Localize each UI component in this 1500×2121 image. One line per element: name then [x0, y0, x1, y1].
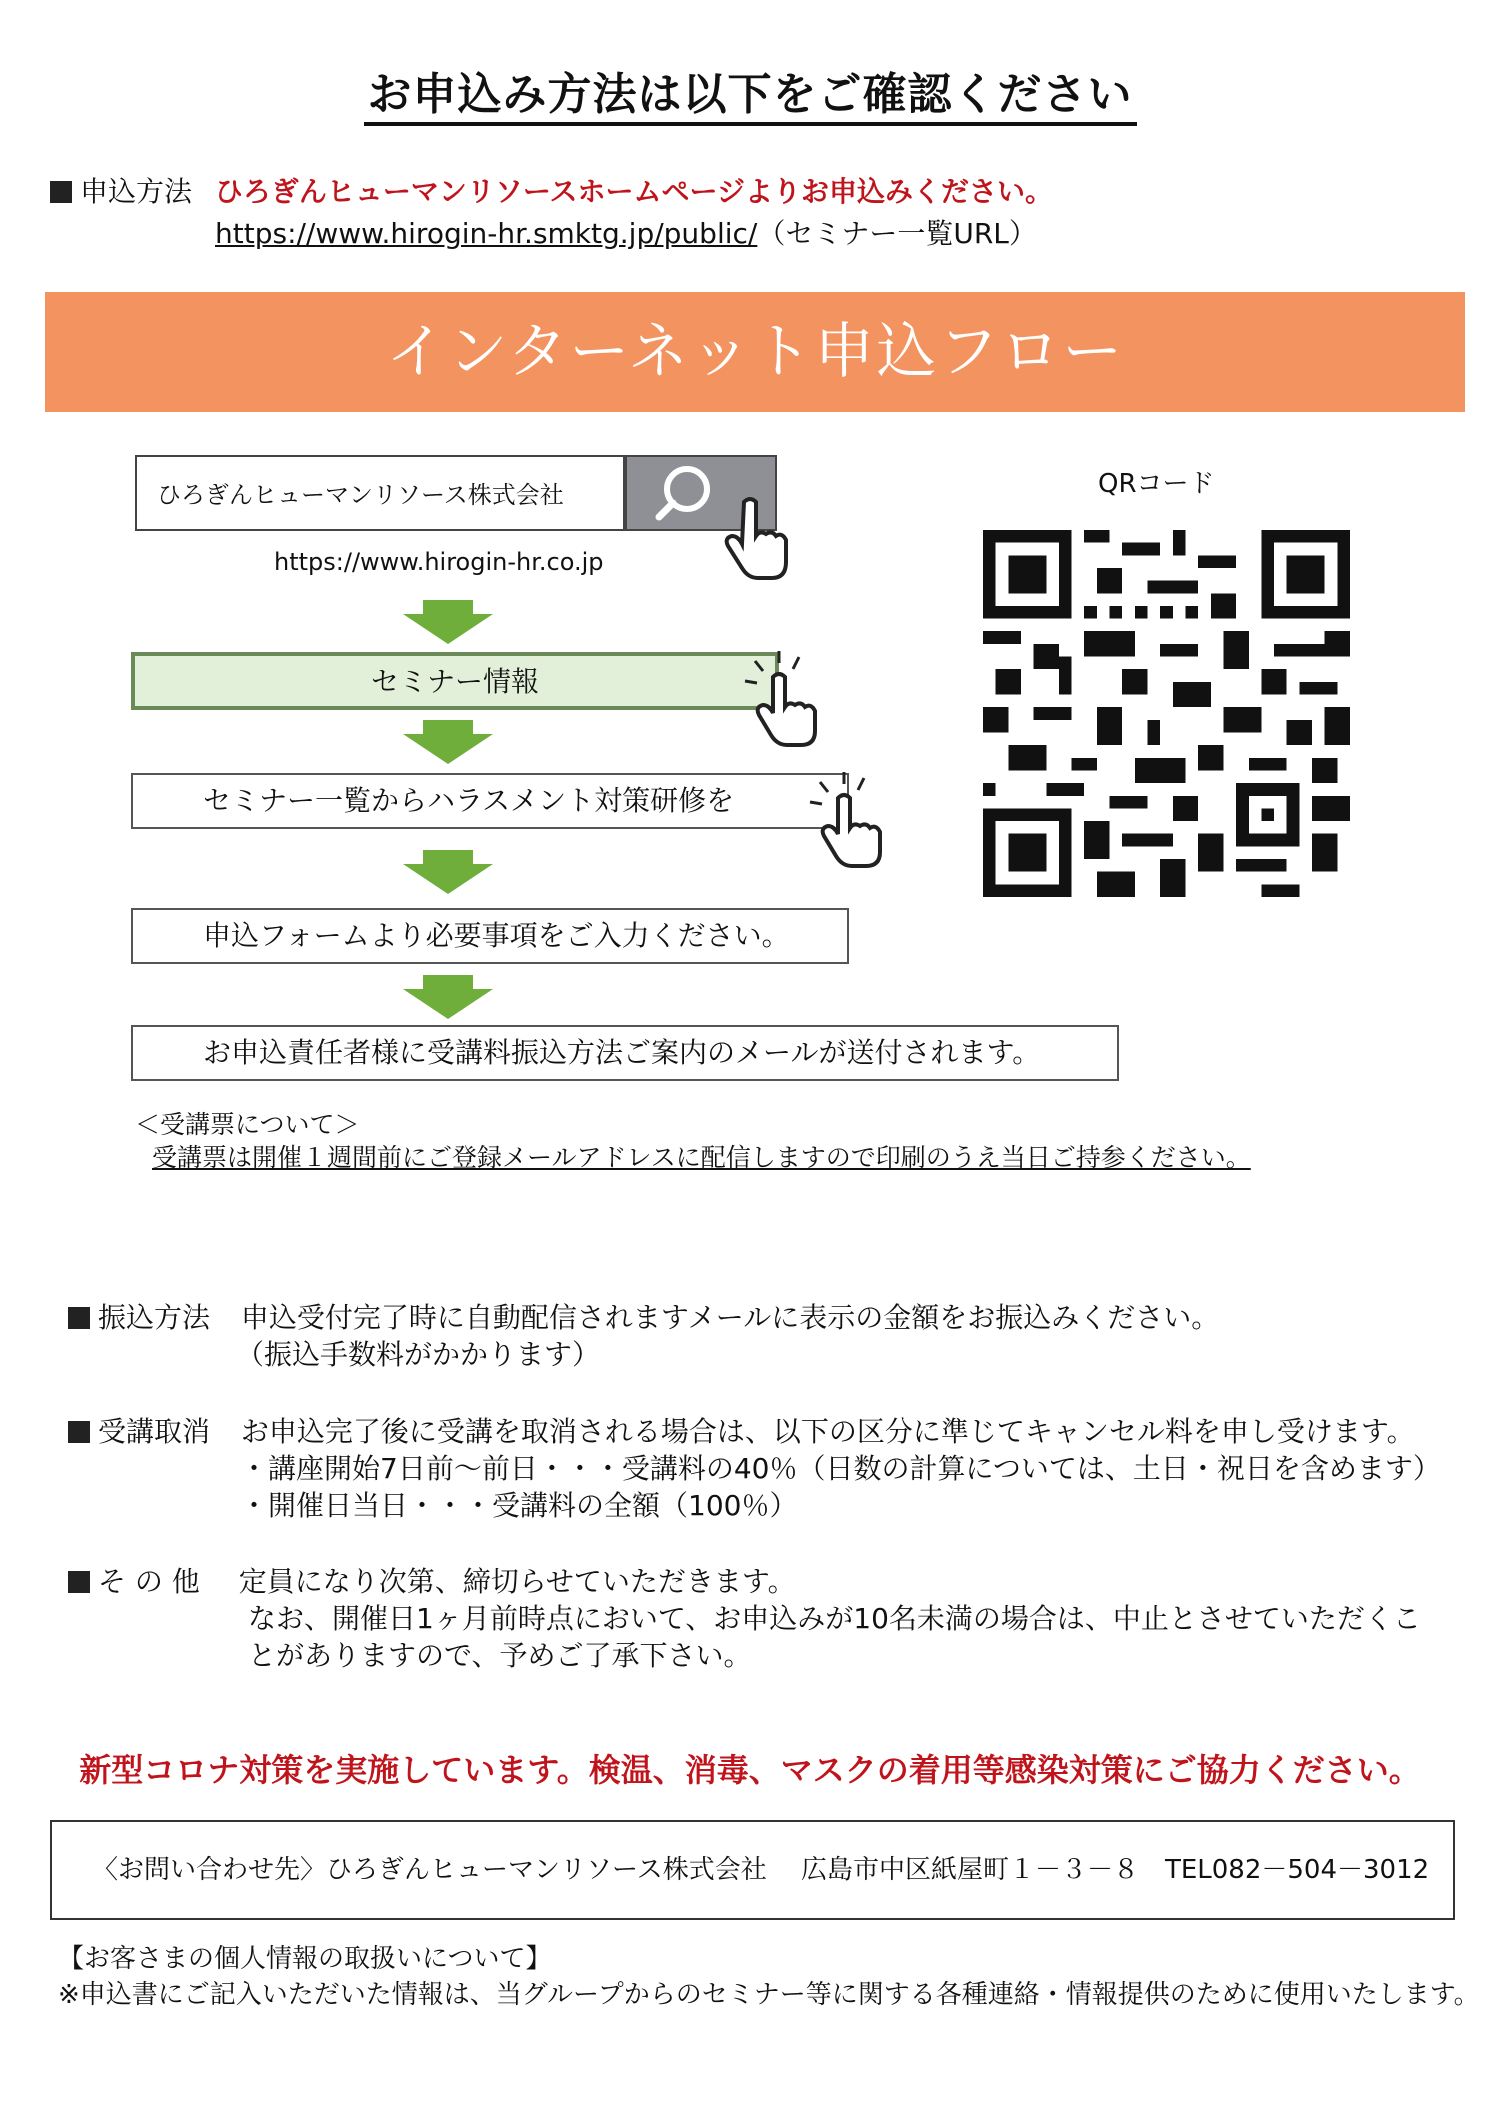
step-fill-form[interactable]: 申込フォームより必要事項をご入力ください。 — [131, 908, 849, 964]
other-cancel-note-cont: とがありますので、予めご了承下さい。 — [248, 1639, 752, 1672]
contact-box: 〈お問い合わせ先〉ひろぎんヒューマンリソース株式会社 広島市中区紙屋町１－３－８ TEL082－504－3012 — [50, 1820, 1455, 1920]
seminar-list-note: （セミナー一覧URL） — [757, 217, 1037, 250]
down-arrow-icon — [403, 850, 493, 894]
covid-notice: 新型コロナ対策を実施しています。検温、消毒、マスクの着用等感染対策にご協力ください。 — [79, 1751, 1421, 1789]
payment-row — [68, 1296, 1219, 1336]
bullet-square-icon — [68, 1307, 90, 1329]
tap-hand-icon — [735, 647, 827, 747]
other-label: そ の 他 — [98, 1565, 200, 1598]
hand-pointer-icon — [722, 492, 802, 582]
down-arrow-icon — [403, 720, 493, 764]
page-title: お申込み方法は以下をご確認ください — [0, 58, 1500, 122]
privacy-text: ※申込書にご記入いただいた情報は、当グループからのセミナー等に関する各種連絡・情報提供のために使用いたします。 — [58, 1980, 1480, 2010]
cancel-fee-7days: ・講座開始7日前～前日・・・受講料の40％（日数の計算については、土日・祝日を含めます） — [240, 1452, 1441, 1485]
qr-code[interactable] — [983, 530, 1350, 897]
site-url: https://www.hirogin-hr.co.jp — [274, 548, 604, 576]
cancel-fee-sameday: ・開催日当日・・・受講料の全額（100％） — [240, 1489, 798, 1522]
ticket-heading: ＜受講票について＞ — [135, 1110, 360, 1139]
ticket-note: 受講票は開催１週間前にご登録メールアドレスに配信しますので印刷のうえ当日ご持参ください。 — [152, 1143, 1251, 1172]
privacy-heading: 【お客さまの個人情報の取扱いについて】 — [58, 1944, 552, 1974]
bullet-square-icon — [50, 181, 72, 203]
seminar-list-link[interactable]: https://www.hirogin-hr.smktg.jp/public/ — [215, 217, 758, 250]
search-input[interactable]: ひろぎんヒューマンリソース株式会社 — [135, 455, 625, 531]
apply-method-label: 申込方法 — [80, 175, 193, 208]
step-select-course[interactable]: セミナー一覧からハラスメント対策研修を — [131, 773, 849, 829]
other-row — [68, 1560, 796, 1600]
other-text: 定員になり次第、締切らせていただきます。 — [238, 1565, 796, 1598]
apply-method-row — [50, 170, 1053, 210]
apply-instruction: ひろぎんヒューマンリソースホームページよりお申込みください。 — [214, 175, 1053, 208]
cancel-text: お申込完了後に受講を取消される場合は、以下の区分に準じてキャンセル料を申し受けます。 — [240, 1415, 1415, 1448]
cancel-label: 受講取消 — [98, 1415, 211, 1448]
payment-label: 振込方法 — [98, 1301, 211, 1334]
other-cancel-note: なお、開催日1ヶ月前時点において、お申込みが10名未満の場合は、中止とさせていただくこ — [248, 1602, 1421, 1635]
bullet-square-icon — [68, 1421, 90, 1443]
flow-banner: インターネット申込フロー — [45, 292, 1465, 412]
cancel-row — [68, 1410, 1415, 1450]
down-arrow-icon — [403, 600, 493, 644]
apply-url-row — [215, 212, 1037, 252]
bullet-square-icon — [68, 1571, 90, 1593]
step-seminar-info[interactable]: セミナー情報 — [131, 652, 779, 710]
qr-label: QRコード — [1098, 469, 1215, 499]
payment-fee-note: （振込手数料がかかります） — [236, 1338, 601, 1371]
down-arrow-icon — [403, 975, 493, 1019]
tap-hand-icon — [800, 768, 892, 868]
step-email-sent: お申込責任者様に受講料振込方法ご案内のメールが送付されます。 — [131, 1025, 1119, 1081]
payment-text: 申込受付完了時に自動配信されますメールに表示の金額をお振込みください。 — [240, 1301, 1220, 1334]
